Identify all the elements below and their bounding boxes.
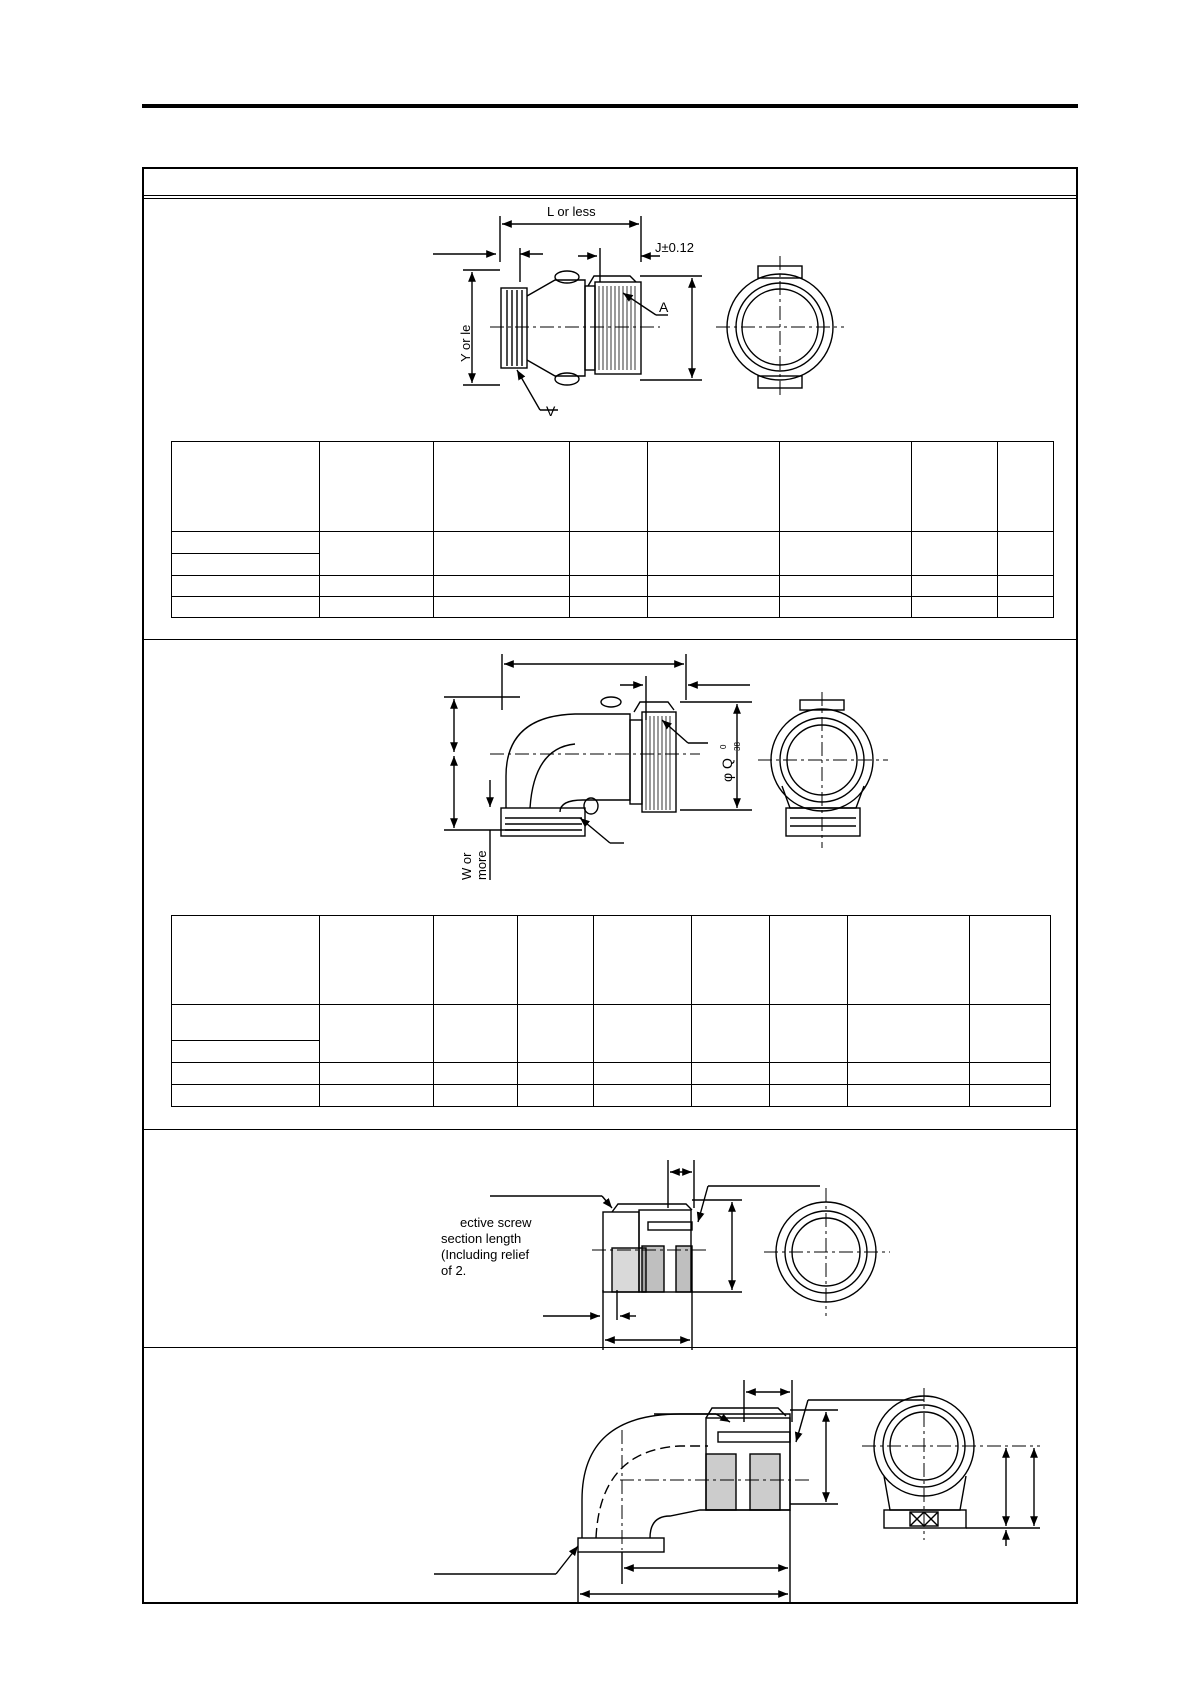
note-line-3: (Including relief bbox=[441, 1247, 530, 1262]
straight-shell-section-drawing bbox=[0, 1130, 1190, 1350]
angle-shell-section-drawing bbox=[0, 1370, 1190, 1610]
straight-plug-drawing bbox=[0, 0, 1190, 440]
label-j-dimension: J±0.12 bbox=[655, 240, 694, 255]
label-phi-q: φ Q bbox=[719, 758, 735, 782]
label-q-tolerance-upper: 0 bbox=[719, 744, 728, 749]
label-w-line2: more bbox=[474, 850, 489, 880]
label-w-line1: W or bbox=[459, 852, 474, 880]
label-a: A bbox=[659, 299, 669, 315]
label-y-dimension: Y or le bbox=[458, 324, 473, 362]
note-line-4: of 2. bbox=[441, 1263, 467, 1278]
note-line-2: section length bbox=[441, 1231, 522, 1246]
note-line-1: ective screw bbox=[460, 1215, 532, 1230]
label-q-tolerance-lower: 38 bbox=[733, 742, 742, 751]
label-l-dimension: L or less bbox=[547, 204, 596, 219]
dimension-table-1 bbox=[171, 441, 1054, 618]
angle-plug-drawing bbox=[0, 640, 1190, 910]
dimension-table-2 bbox=[171, 915, 1051, 1107]
label-v: V bbox=[546, 403, 556, 419]
